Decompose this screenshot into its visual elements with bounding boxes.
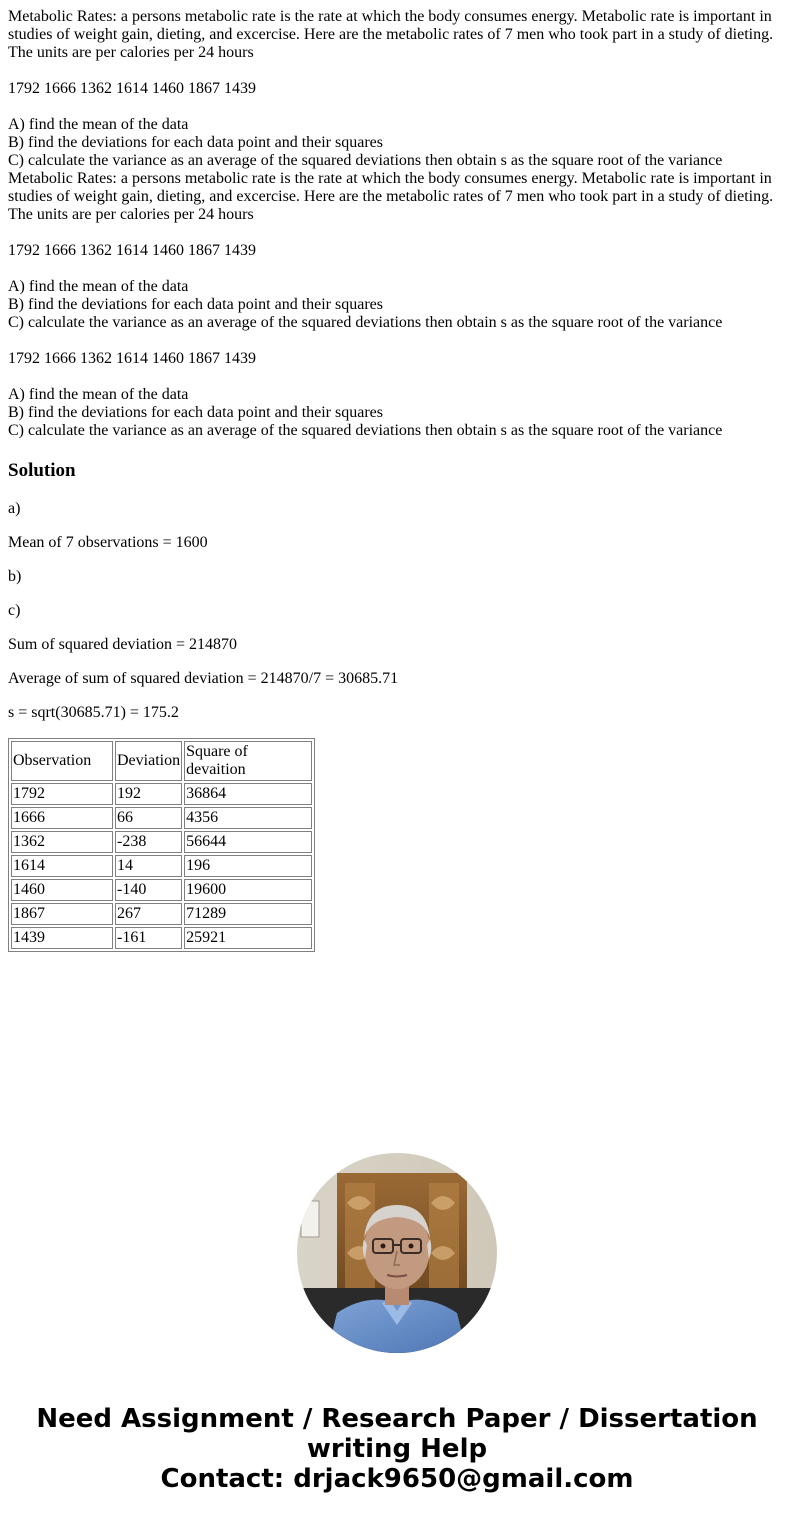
question-part-b: B) find the deviations for each data point and their squares [8,404,383,421]
question-data: 1792 1666 1362 1614 1460 1867 1439 [8,242,256,259]
question-data: 1792 1666 1362 1614 1460 1867 1439 [8,80,256,97]
solution-mean: Mean of 7 observations = 1600 [8,534,208,551]
table-row [11,855,312,877]
table-cell: -161 [115,927,182,949]
table-cell: 19600 [184,879,312,901]
question-block-1 [8,8,786,170]
table-row [11,879,312,901]
table-cell: 1362 [11,831,113,853]
table-cell: 196 [184,855,312,877]
tutor-avatar [297,1153,497,1353]
table-row [11,927,312,949]
table-cell: 14 [115,855,182,877]
question-part-c: C) calculate the variance as an average of the squared deviations then obtain s as the square root of the variance [8,422,723,439]
table-cell: 1792 [11,783,113,805]
table-cell: 36864 [184,783,312,805]
solution-sum: Sum of squared deviation = 214870 [8,636,237,653]
question-part-b: B) find the deviations for each data point and their squares [8,134,383,151]
tutor-photo [297,1153,497,1353]
question-intro: Metabolic Rates: a persons metabolic rate is the rate at which the body consumes energy. Metabolic rate is important in studies of weight gain, dieting, and excercise. Here are the metabolic rates of 7 men who took part in a study of dieting. The units are per calories per 24 hours [8,8,774,61]
table-cell: 1614 [11,855,113,877]
table-cell: 1867 [11,903,113,925]
document-body [8,8,786,952]
promo-line-1: Need Assignment / Research Paper / Dissertation [36,1404,758,1434]
table-cell: 267 [115,903,182,925]
solution-heading: Solution [8,460,76,481]
solution-a-label: a) [8,500,21,517]
question-part-a: A) find the mean of the data [8,116,189,133]
table-header-cell: Deviation [115,741,182,781]
promo-banner [0,1404,794,1494]
promo-line-2: writing Help [306,1434,488,1464]
table-row [11,903,312,925]
question-part-c: C) calculate the variance as an average of the squared deviations then obtain s as the square root of the variance [8,152,723,169]
question-part-b: B) find the deviations for each data point and their squares [8,296,383,313]
question-part-c: C) calculate the variance as an average of the squared deviations then obtain s as the square root of the variance [8,314,723,331]
question-data: 1792 1666 1362 1614 1460 1867 1439 [8,350,256,367]
solution-s: s = sqrt(30685.71) = 175.2 [8,704,179,721]
table-cell: -140 [115,879,182,901]
table-row [11,807,312,829]
table-cell: 71289 [184,903,312,925]
solution-b-label: b) [8,568,22,585]
table-cell: 192 [115,783,182,805]
table-cell: -238 [115,831,182,853]
question-block-2 [8,170,786,440]
table-header-cell: Square of devaition [184,741,312,781]
table-cell: 1439 [11,927,113,949]
question-intro: Metabolic Rates: a persons metabolic rate is the rate at which the body consumes energy. Metabolic rate is important in studies of weight gain, dieting, and excercise. Here are the metabolic rates of 7 men who took part in a study of dieting. The units are per calories per 24 hours [8,170,774,223]
promo-contact: Contact: drjack9650@gmail.com [160,1464,634,1494]
table-header-cell: Observation [11,741,113,781]
table-cell: 4356 [184,807,312,829]
table-row [11,783,312,805]
question-part-a: A) find the mean of the data [8,386,189,403]
solution-average: Average of sum of squared deviation = 214870/7 = 30685.71 [8,670,399,687]
table-cell: 1460 [11,879,113,901]
table-header-row [11,741,312,781]
solution-c-label: c) [8,602,21,619]
table-row [11,831,312,853]
table-cell: 66 [115,807,182,829]
table-cell: 1666 [11,807,113,829]
question-part-a: A) find the mean of the data [8,278,189,295]
table-cell: 25921 [184,927,312,949]
deviation-table [8,738,315,952]
table-cell: 56644 [184,831,312,853]
